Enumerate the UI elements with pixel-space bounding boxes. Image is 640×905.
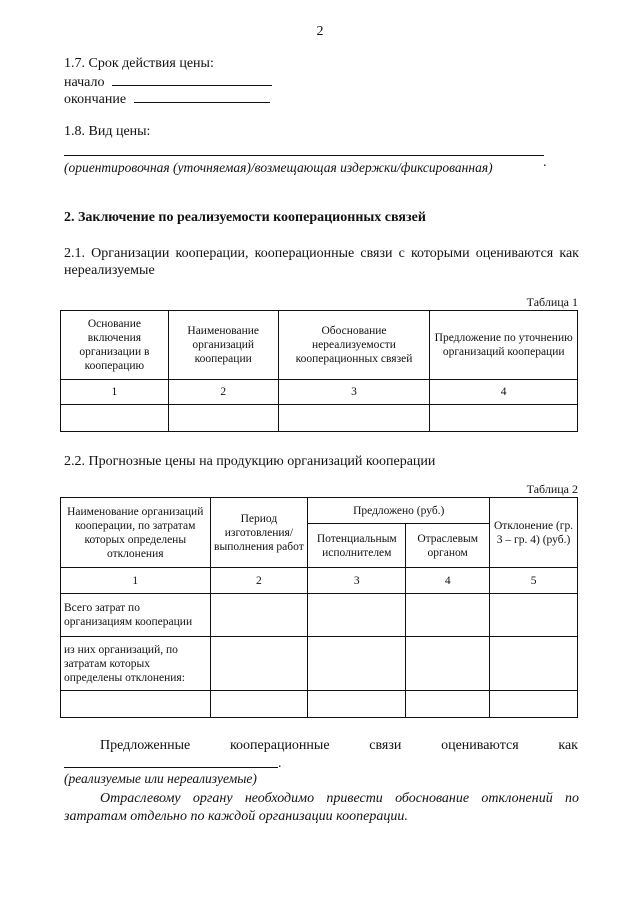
table1-col-number: 3: [278, 380, 430, 405]
table2-col-number: 1: [61, 568, 211, 594]
table2-row-of-which: [61, 637, 578, 691]
table1-col-number: 4: [430, 380, 578, 405]
conclusion-sentence: [100, 738, 578, 754]
table2-col-number: 5: [490, 568, 578, 594]
table2-row-of-which-label: из них организаций, по затратам которых определены отклонения:: [61, 637, 211, 691]
table-cell[interactable]: [308, 594, 406, 637]
price-term-end-label: окончание: [64, 92, 127, 107]
table-cell[interactable]: [308, 637, 406, 691]
table1-data-row: [61, 405, 578, 432]
table2: [60, 497, 578, 718]
conclusion-field[interactable]: [64, 767, 278, 768]
price-term-end-field[interactable]: [134, 90, 270, 103]
price-term-start-label: начало: [64, 75, 105, 90]
table1-number-row: [61, 380, 578, 405]
table-cell[interactable]: [210, 637, 308, 691]
table-cell[interactable]: [210, 691, 308, 718]
table1-header-org-name: Наименование организаций кооперации: [168, 311, 278, 380]
table-cell[interactable]: [168, 405, 278, 432]
table-cell[interactable]: [490, 637, 578, 691]
table2-row-empty: [61, 691, 578, 718]
table2-header-deviation: Отклонение (гр. 3 – гр. 4) (руб.): [490, 498, 578, 568]
price-type-field[interactable]: [64, 155, 544, 156]
price-term-title: 1.7. Срок действия цены:: [64, 56, 214, 71]
table2-col-number: 2: [210, 568, 308, 594]
table2-number-row: [61, 568, 578, 594]
price-type-title: 1.8. Вид цены:: [64, 124, 151, 139]
final-note: Отраслевому органу необходимо привести обоснование отклонений по затратам отдельно по каждой организации кооперации.: [64, 791, 579, 824]
section2-2-paragraph: 2.2. Прогнозные цены на продукцию организаций кооперации: [64, 454, 436, 469]
table2-header-org-name: Наименование организаций кооперации, по затратам которых определены отклонения: [61, 498, 211, 568]
conclusion-field-end-dot: .: [278, 756, 282, 771]
table1-caption: Таблица 1: [526, 295, 578, 309]
price-term-end-row: [64, 90, 270, 108]
conclusion-word: как: [558, 738, 578, 753]
table1-header-proposal: Предложение по уточнению организаций кооперации: [430, 311, 578, 380]
table-cell[interactable]: [406, 594, 490, 637]
table-cell[interactable]: [430, 405, 578, 432]
table1-header-justification: Обоснование нереализуемости кооперационных связей: [278, 311, 430, 380]
table-cell[interactable]: [61, 405, 169, 432]
conclusion-word: кооперационные: [229, 738, 330, 753]
table1-header-row: [61, 311, 578, 380]
section2-1-paragraph: 2.1. Организации кооперации, кооперационные связи с которыми оцениваются как нереализуемые: [64, 246, 579, 278]
page-number: 2: [316, 24, 324, 39]
table2-col-number: 3: [308, 568, 406, 594]
table-cell[interactable]: [406, 691, 490, 718]
table2-header-period: Период изготовления/ выполнения работ: [210, 498, 308, 568]
table2-row-total: [61, 594, 578, 637]
table2-header-performer: Потенциальным исполнителем: [308, 524, 406, 568]
table1-col-number: 2: [168, 380, 278, 405]
table2-col-number: 4: [406, 568, 490, 594]
section2-title: 2. Заключение по реализуемости кооперационных связей: [64, 210, 426, 225]
table-cell[interactable]: [308, 691, 406, 718]
conclusion-hint: (реализуемые или нереализуемые): [64, 771, 257, 786]
conclusion-word: Предложенные: [100, 738, 191, 753]
table2-caption: Таблица 2: [526, 482, 578, 496]
table2-header-proposed: Предложено (руб.): [308, 498, 490, 524]
price-term-start-row: [64, 73, 272, 91]
table-cell[interactable]: [210, 594, 308, 637]
table-cell[interactable]: [490, 691, 578, 718]
table-cell[interactable]: [61, 691, 211, 718]
table2-header-agency: Отраслевым органом: [406, 524, 490, 568]
conclusion-word: связи: [369, 738, 402, 753]
price-term-start-field[interactable]: [112, 73, 272, 86]
conclusion-word: оцениваются: [441, 738, 519, 753]
price-type-hint: (ориентировочная (уточняемая)/возмещающая издержки/фиксированная): [64, 160, 493, 175]
table-cell[interactable]: [278, 405, 430, 432]
table1-header-basis: Основание включения организации в кооперацию: [61, 311, 169, 380]
table-cell[interactable]: [490, 594, 578, 637]
table1-col-number: 1: [61, 380, 169, 405]
price-type-field-end-dot: .: [543, 155, 547, 170]
table-cell[interactable]: [406, 637, 490, 691]
table2-header-row-1: [61, 498, 578, 524]
table1: [60, 310, 578, 432]
table2-row-total-label: Всего затрат по организациям кооперации: [61, 594, 211, 637]
